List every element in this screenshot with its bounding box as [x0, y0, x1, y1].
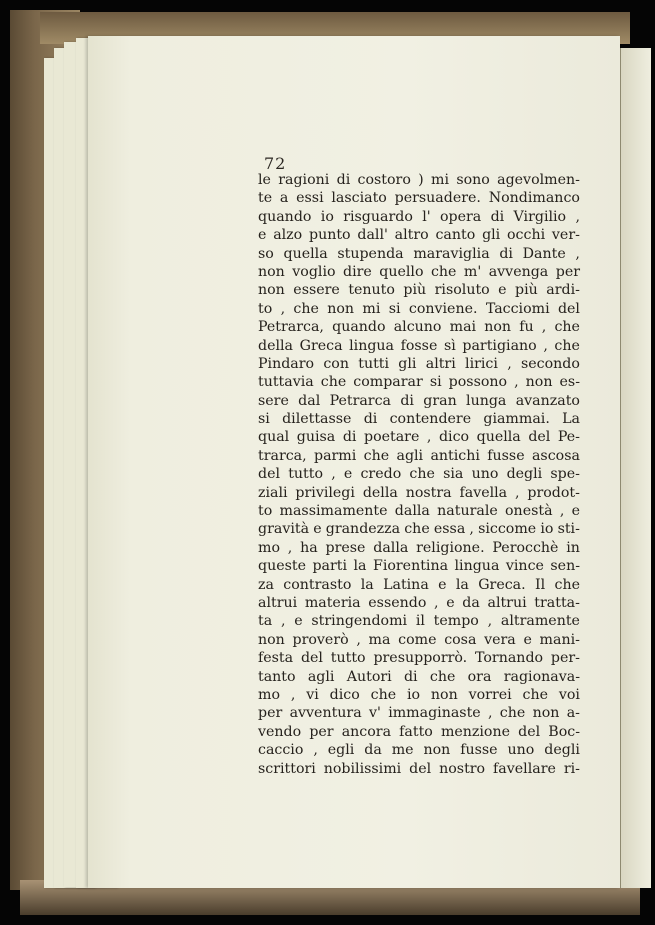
text-line: to massimamente dalla naturale onestà , e [258, 503, 580, 520]
text-line: Petrarca, quando alcuno mai non fu , che [258, 319, 580, 336]
text-line: sere dal Petrarca di gran lunga avanzato [258, 392, 580, 409]
text-line: trarca, parmi che agli antichi fusse ascosa [258, 447, 580, 464]
page-number: 72 [264, 154, 287, 173]
text-line: quando io risguardo l' opera di Virgilio , [258, 208, 580, 225]
text-line: della Greca lingua fosse sì partigiano , che [258, 337, 580, 354]
text-line: tuttavia che comparar si possono , non es- [258, 374, 580, 391]
text-line: vendo per ancora fatto menzione del Boc- [258, 723, 580, 740]
text-line: festa del tutto presupporrò. Tornando per- [258, 650, 580, 667]
text-line: scrittori nobilissimi del nostro favellare ri- [258, 760, 580, 777]
text-line: non proverò , ma come cosa vera e mani- [258, 631, 580, 648]
text-line: Pindaro con tutti gli altri lirici , secondo [258, 355, 580, 372]
text-line: non voglio dire quello che m' avvenga per [258, 263, 580, 280]
facing-page-edge [620, 48, 651, 888]
text-line: mo , vi dico che io non vorrei che voi [258, 686, 580, 703]
text-line: gravità e grandezza che essa , siccome io sti- [258, 521, 580, 538]
text-line: to , che non mi si conviene. Tacciomi del [258, 300, 580, 317]
text-line: altrui materia essendo , e da altrui tratta- [258, 594, 580, 611]
text-line: so quella stupenda maraviglia di Dante , [258, 245, 580, 262]
text-line: si dilettasse di contendere giammai. La [258, 411, 580, 428]
text-line: qual guisa di poetare , dico quella del Pe- [258, 429, 580, 446]
text-line: ta , e stringendomi il tempo , altramente [258, 613, 580, 630]
text-line: le ragioni di costoro ) mi sono agevolmen- [258, 172, 580, 188]
text-line: tanto agli Autori di che ora ragionava- [258, 668, 580, 685]
text-line: per avventura v' immaginaste , che non a- [258, 705, 580, 722]
text-line: ziali privilegi della nostra favella , prodot- [258, 484, 580, 501]
text-line: del tutto , e credo che sia uno degli spe- [258, 466, 580, 483]
text-line: e alzo punto dall' altro canto gli occhi ver- [258, 227, 580, 244]
text-line: caccio , egli da me non fusse uno degli [258, 742, 580, 759]
text-line: mo , ha prese dalla religione. Perocchè in [258, 539, 580, 556]
text-line: za contrasto la Latina e la Greca. Il che [258, 576, 580, 593]
body-text [258, 171, 580, 778]
text-line: queste parti la Fiorentina lingua vince sen- [258, 558, 580, 575]
text-line: non essere tenuto più risoluto e più ardi- [258, 282, 580, 299]
text-line: te a essi lasciato persuadere. Nondimanco [258, 190, 580, 207]
